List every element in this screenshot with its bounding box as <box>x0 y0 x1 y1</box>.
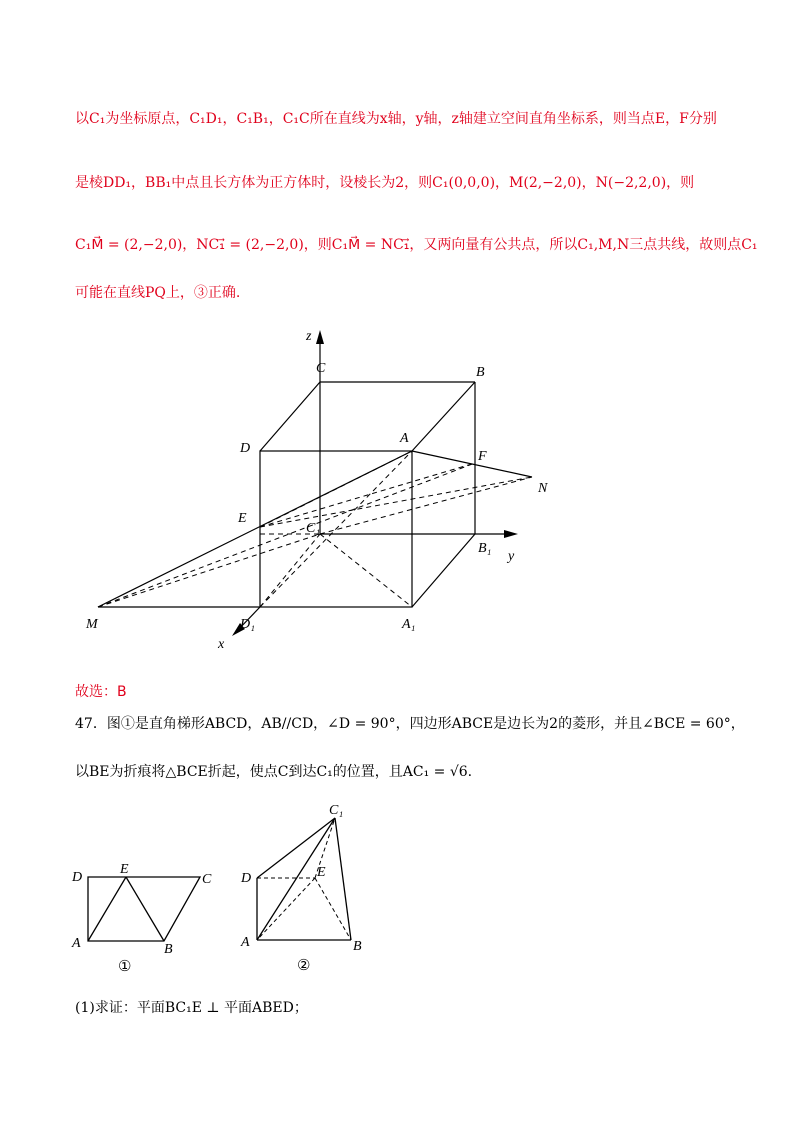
label-F: F <box>478 449 487 464</box>
fig1-label-B: B <box>164 942 173 957</box>
fig1-label-D: D <box>72 870 83 885</box>
label-B1: B₁ <box>478 541 492 556</box>
fig2-caption: ② <box>297 958 311 974</box>
label-N: N <box>538 481 548 496</box>
problem-47-line-1: 47．图①是直角梯形ABCD，AB//CD，∠D = 90°，四边形ABCE是边长为2的菱形，并且∠BCE = 60°， <box>75 716 745 732</box>
trapezoid-figure <box>60 855 240 975</box>
label-z: z <box>306 329 312 344</box>
problem-47-line-2: 以BE为折痕将△BCE折起，使点C到达C₁的位置，且AC₁ = √6. <box>75 764 473 780</box>
label-x: x <box>218 637 225 652</box>
fig2-label-D: D <box>241 871 252 886</box>
answer-text: 故选：B <box>75 684 127 700</box>
label-y: y <box>508 549 515 564</box>
fig2-label-B: B <box>353 939 362 954</box>
label-E: E <box>238 511 247 526</box>
question-1: (1)求证：平面BC₁E ⊥ 平面ABED； <box>75 1000 308 1016</box>
label-A1: A₁ <box>402 617 416 632</box>
fig1-label-C: C <box>202 872 212 887</box>
label-D1: D₁ <box>240 617 255 632</box>
cube-figure <box>0 320 800 660</box>
solution-line-1: 以C₁为坐标原点，C₁D₁，C₁B₁，C₁C所在直线为x轴，y轴，z轴建立空间直角坐标系，则当点E，F分别 <box>75 111 717 127</box>
solution-line-3: C₁M⃗ = (2,−2,0)，NC₁⃗ = (2,−2,0)，则C₁M⃗ = NC₁⃗，又两向量有公共点，所以C₁,M,N三点共线，故则点C₁ <box>75 237 758 253</box>
fig1-label-A: A <box>72 936 81 951</box>
label-C: C <box>316 361 326 376</box>
label-B: B <box>476 365 485 380</box>
label-A: A <box>400 431 409 446</box>
fig2-label-C1: C₁ <box>329 803 344 818</box>
label-C1: C₁ <box>306 521 321 536</box>
fig2-label-E: E <box>317 865 326 880</box>
fig1-caption: ① <box>118 959 132 975</box>
solution-line-4: 可能在直线PQ上，③正确. <box>75 285 241 301</box>
solution-line-2: 是棱DD₁，BB₁中点且长方体为正方体时，设棱长为2，则C₁(0,0,0)，M(2,−2,0)，N(−2,2,0)，则 <box>75 175 695 191</box>
fig1-label-E: E <box>120 862 129 877</box>
folded-figure <box>225 800 385 975</box>
label-M: M <box>86 617 98 632</box>
fig2-label-A: A <box>241 935 250 950</box>
label-D: D <box>240 441 251 456</box>
